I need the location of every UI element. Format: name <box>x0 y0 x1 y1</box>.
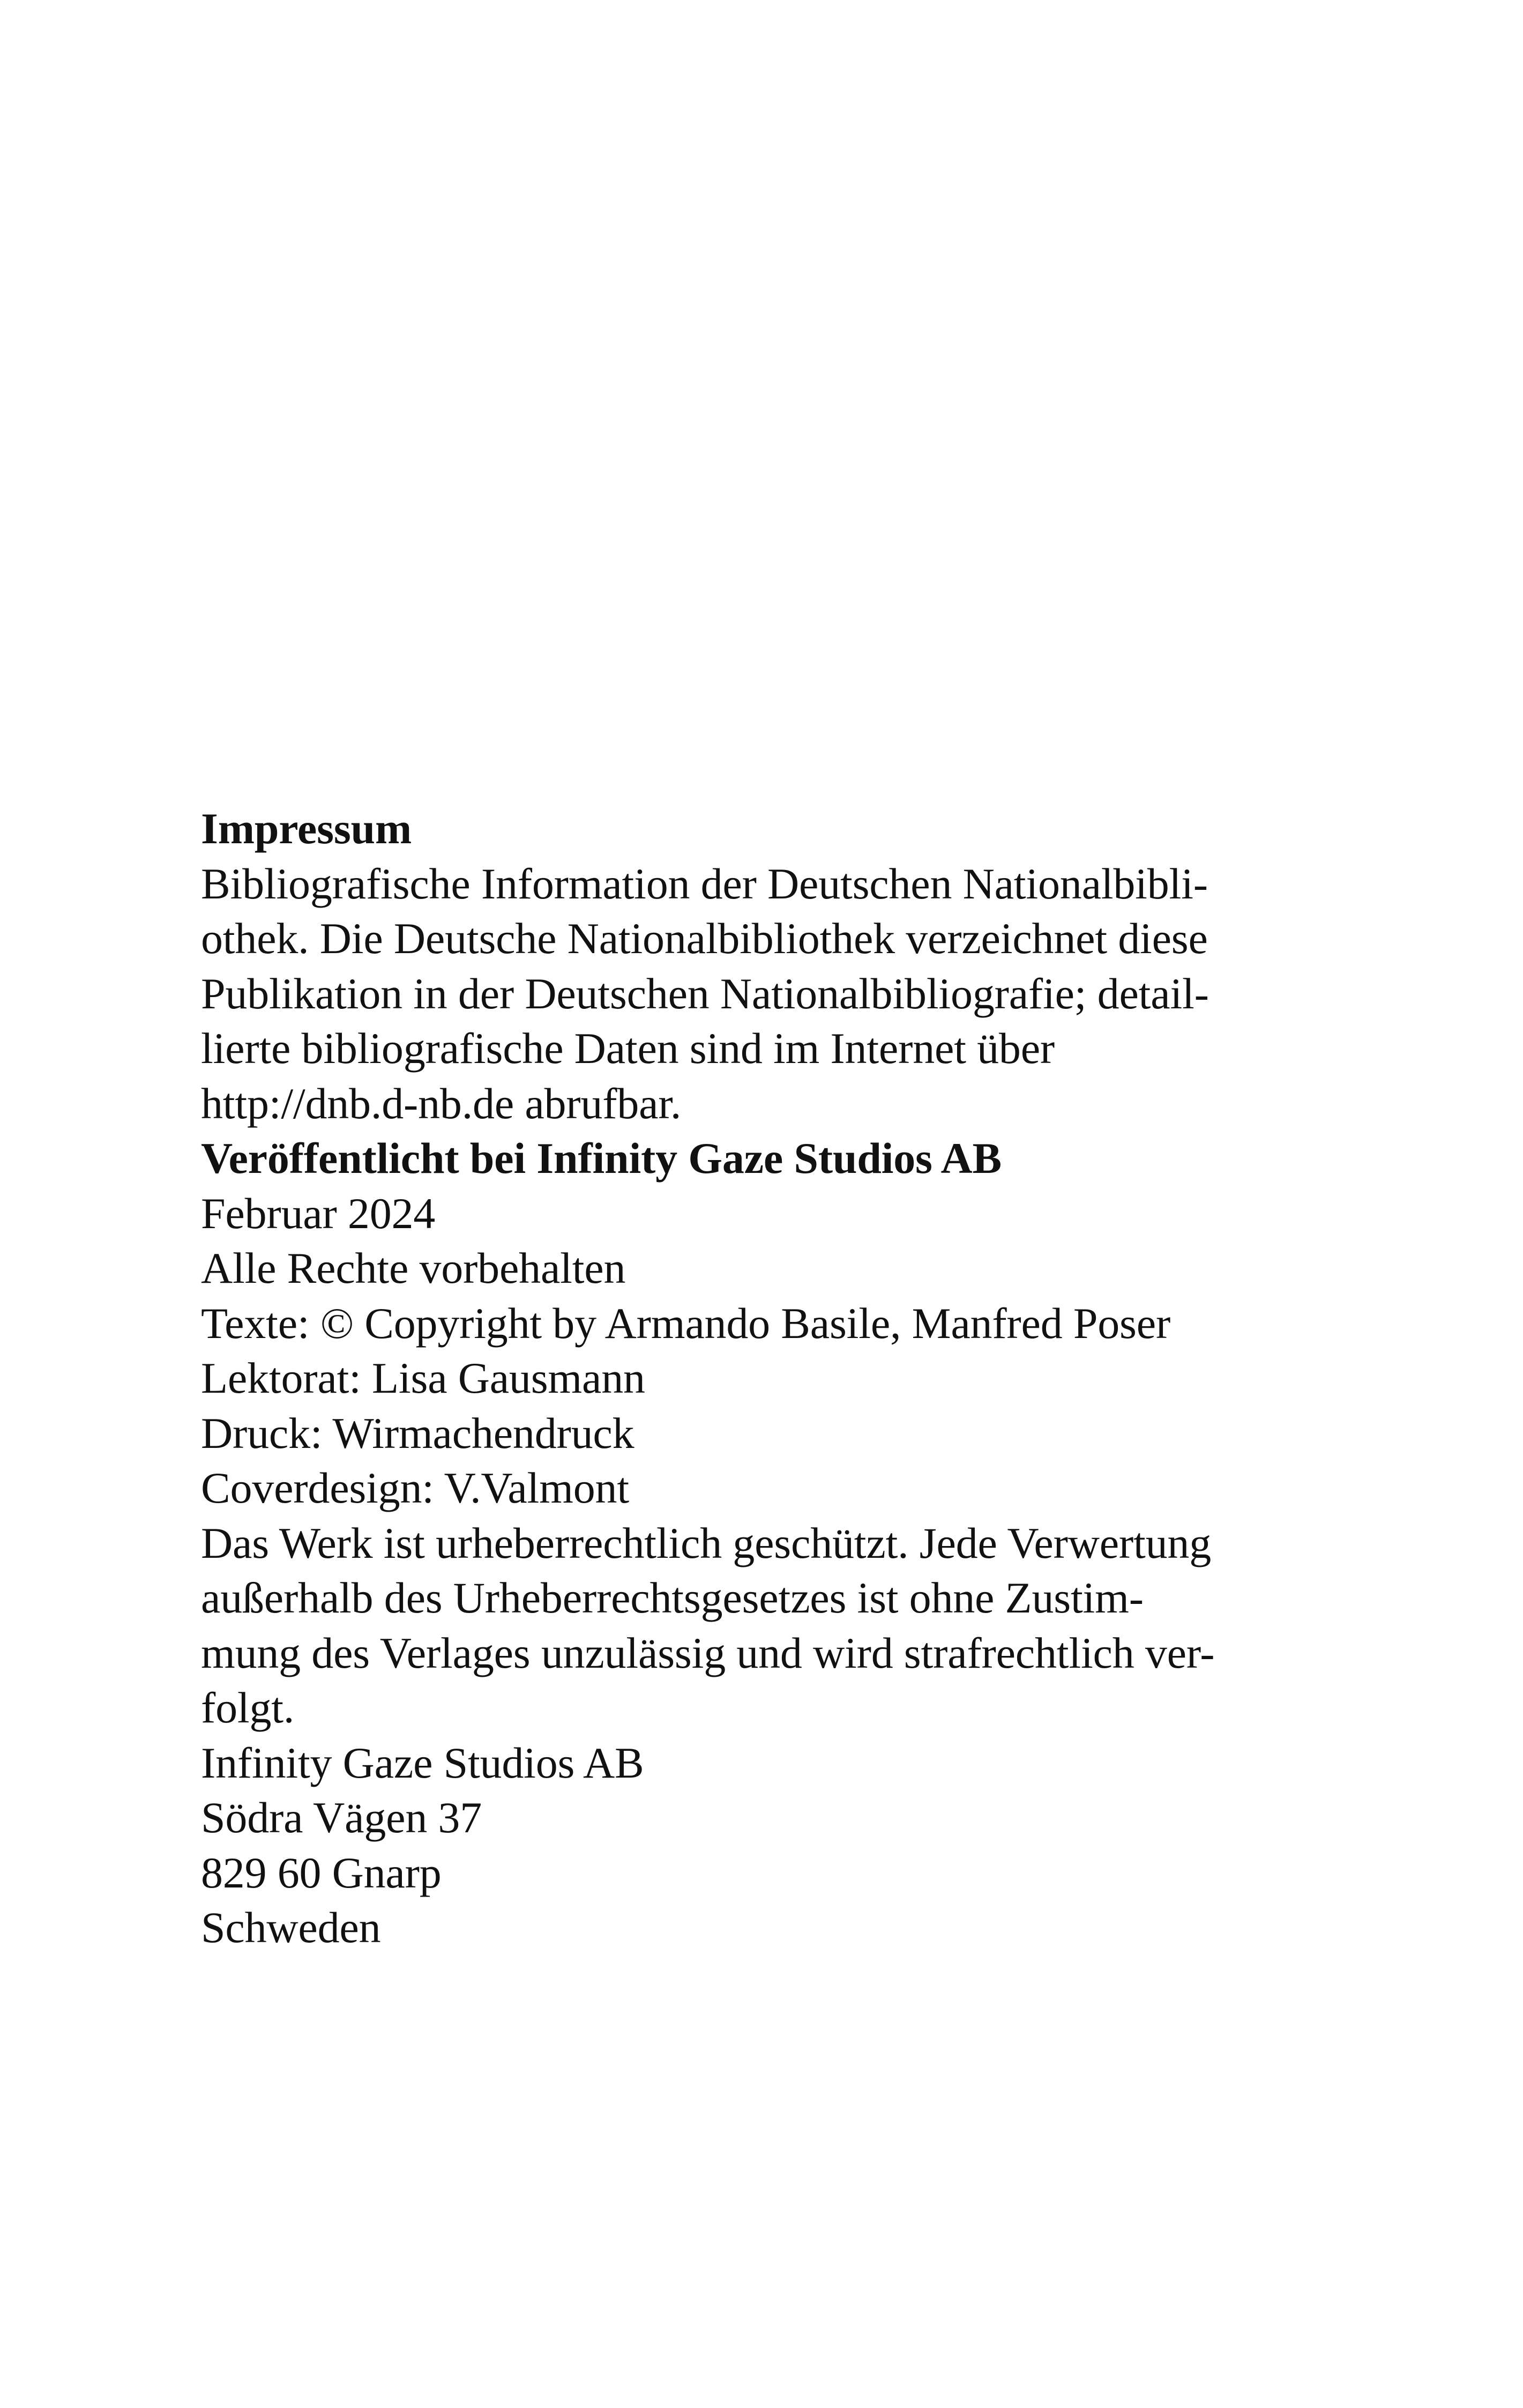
address-postal-city: 829 60 Gnarp <box>201 1848 442 1897</box>
publisher-heading: Veröffentlicht bei Infinity Gaze Studios AB <box>201 1134 1002 1183</box>
bibliographic-line: lierte bibliografische Daten sind im Internet über <box>201 1024 1055 1073</box>
copyright-notice-line: mung des Verlages unzulässig und wird strafrechtlich ver- <box>201 1628 1215 1677</box>
editor-credit: Lektorat: Lisa Gausmann <box>201 1354 645 1402</box>
address-street: Södra Vägen 37 <box>201 1793 482 1842</box>
cover-design-credit: Coverdesign: V.Valmont <box>201 1463 629 1512</box>
copyright-notice-line: außerhalb des Urheberrechtsgesetzes ist ohne Zustim- <box>201 1573 1144 1622</box>
text-copyright: Texte: © Copyright by Armando Basile, Manfred Poser <box>201 1298 1171 1348</box>
address-company: Infinity Gaze Studios AB <box>201 1738 644 1787</box>
bibliographic-info <box>201 857 1353 1132</box>
publication-date: Februar 2024 <box>201 1188 436 1238</box>
copyright-notice-line: Das Werk ist urheberrechtlich geschützt. Jede Verwertung <box>201 1518 1212 1567</box>
publisher-address <box>201 1736 1353 1956</box>
copyright-notice <box>201 1516 1353 1736</box>
address-country: Schweden <box>201 1903 381 1952</box>
impressum-heading: Impressum <box>201 804 412 853</box>
bibliographic-line: http://dnb.d-nb.de abrufbar. <box>201 1079 682 1128</box>
bibliographic-line: Bibliografische Information der Deutschen Nationalbibli- <box>201 859 1208 908</box>
copyright-notice-line: folgt. <box>201 1683 295 1732</box>
bibliographic-line: Publikation in der Deutschen Nationalbibliografie; detail- <box>201 969 1209 1018</box>
rights-reserved: Alle Rechte vorbehalten <box>201 1244 626 1292</box>
printer-credit: Druck: Wirmachendruck <box>201 1408 634 1458</box>
publication-details <box>201 1186 1353 1516</box>
bibliographic-line: othek. Die Deutsche Nationalbibliothek verzeichnet diese <box>201 914 1208 963</box>
impressum-block <box>201 801 1353 1956</box>
